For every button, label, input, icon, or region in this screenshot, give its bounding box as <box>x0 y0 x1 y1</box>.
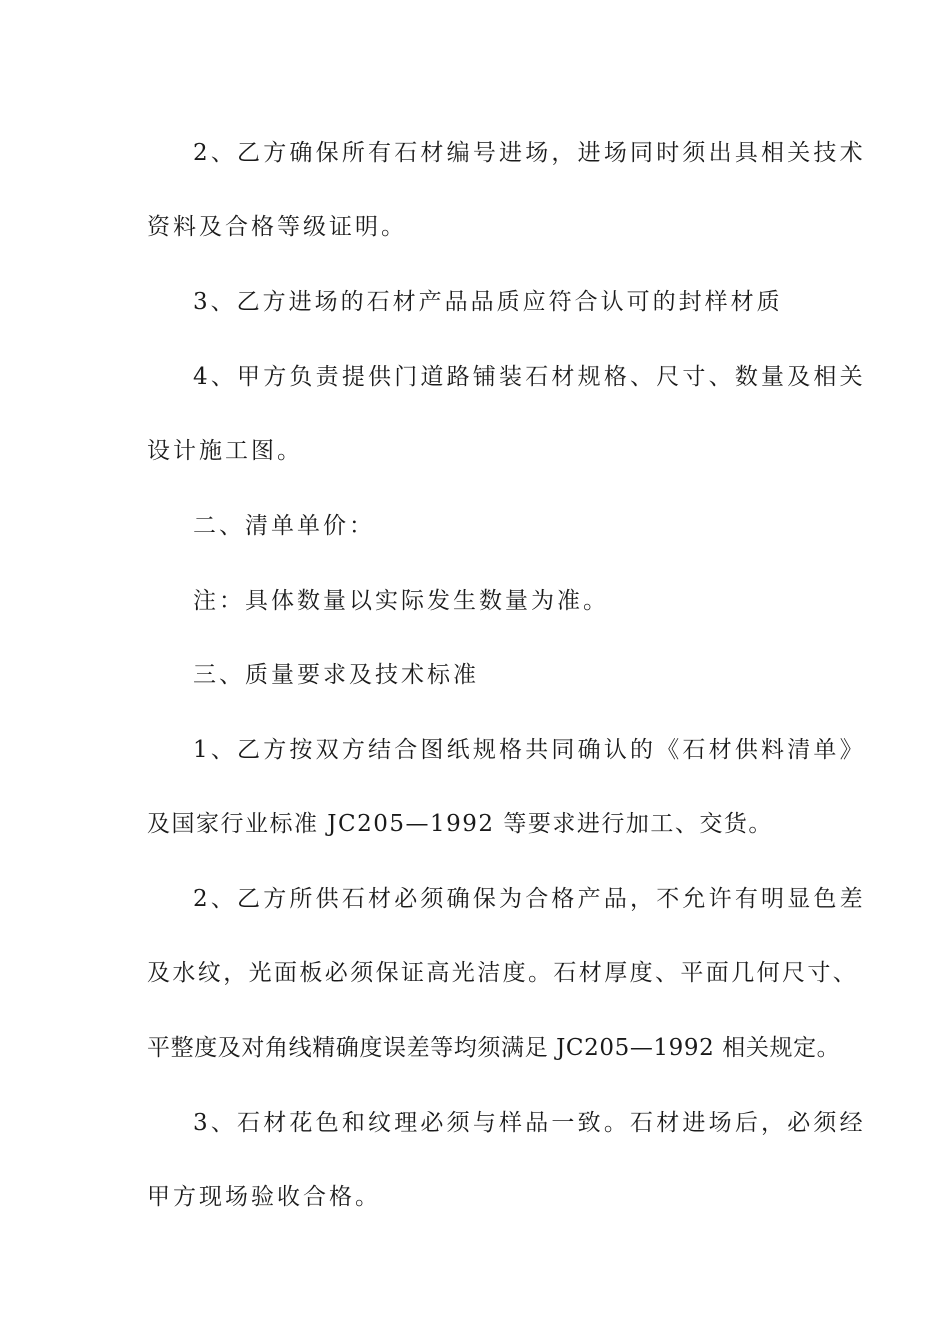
section-3-clause-2-line-1: 2、乙方所供石材必须确保为合格产品，不允许有明显色差 <box>193 886 866 912</box>
section-3-heading: 三、质量要求及技术标准 <box>193 662 479 688</box>
section-3-clause-1-line-1: 1、乙方按双方结合图纸规格共同确认的《石材供料清单》 <box>193 737 866 763</box>
section-3-clause-1-line-2: 及国家行业标准 JC205—1992 等要求进行加工、交货。 <box>147 811 773 837</box>
clause-2-line-2: 资料及合格等级证明。 <box>147 214 407 240</box>
clause-2-line-1: 2、乙方确保所有石材编号进场，进场同时须出具相关技术 <box>193 140 866 166</box>
clause-4-line-2: 设计施工图。 <box>147 438 303 464</box>
clause-3-line-1: 3、乙方进场的石材产品品质应符合认可的封样材质 <box>193 289 783 315</box>
section-2-heading: 二、清单单价： <box>193 513 375 539</box>
section-3-clause-2-line-3: 平整度及对角线精确度误差等均须满足 JC205—1992 相关规定。 <box>147 1035 841 1061</box>
clause-4-line-1: 4、甲方负责提供门道路铺装石材规格、尺寸、数量及相关 <box>193 364 866 390</box>
section-3-clause-3-line-1: 3、石材花色和纹理必须与样品一致。石材进场后，必须经 <box>193 1110 866 1136</box>
section-3-clause-3-line-2: 甲方现场验收合格。 <box>147 1184 381 1210</box>
section-3-clause-2-line-2: 及水纹，光面板必须保证高光洁度。石材厚度、平面几何尺寸、 <box>147 960 859 986</box>
note-line: 注：具体数量以实际发生数量为准。 <box>193 588 609 614</box>
